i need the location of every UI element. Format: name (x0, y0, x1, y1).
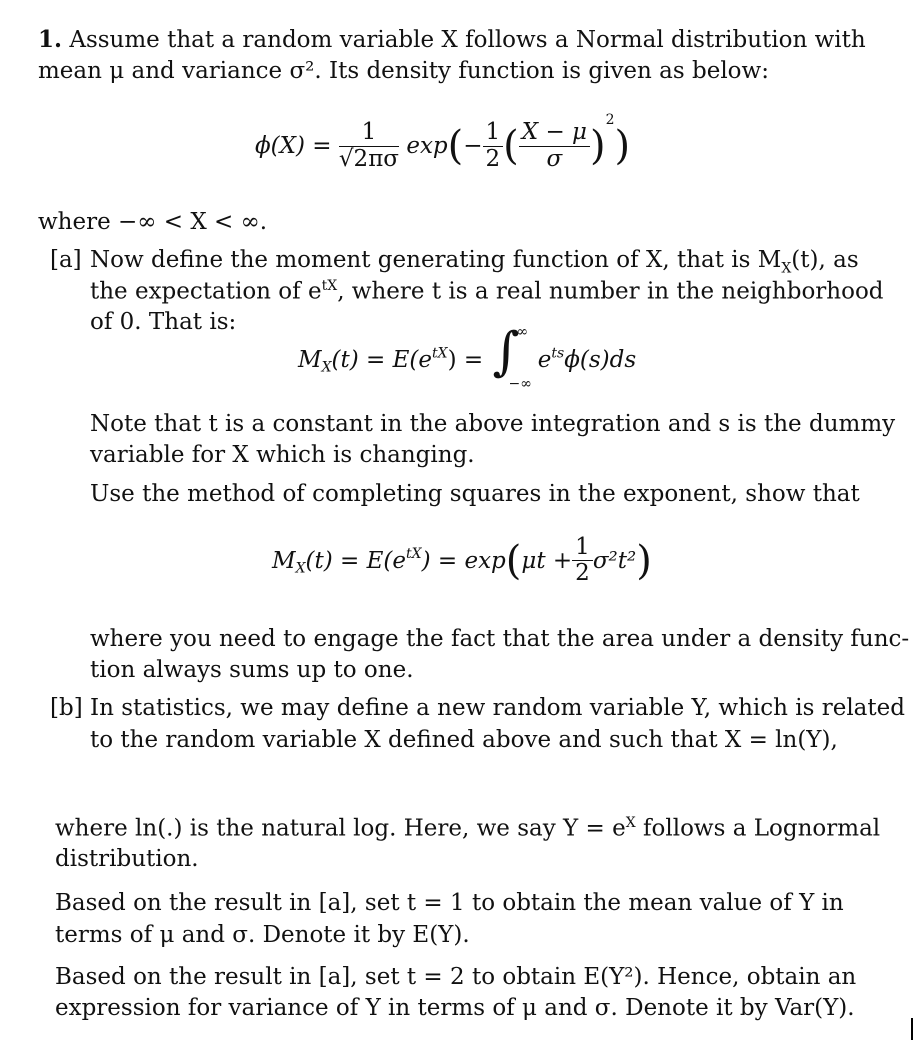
mean-line1: Based on the result in [a], set t = 1 to obtain the mean value of Y in (55, 890, 844, 916)
part-a-line1-tail: (t), as (791, 247, 859, 273)
eq2-sub: X (321, 359, 332, 376)
where-range: where −∞ < X < ∞. (38, 209, 268, 235)
intro-text-1: Assume that a random variable X follows a Normal distribution with (69, 27, 866, 53)
ln-line1 (55, 815, 880, 842)
text-cursor (911, 1018, 913, 1040)
eq2-lhs: M (298, 347, 322, 373)
part-a-line2-sup: tX (321, 278, 338, 294)
intro-text-2: mean μ and variance σ². Its density function is given as below: (38, 58, 769, 84)
eq2-close: ) = (447, 347, 484, 373)
eq1-num: 1 (339, 120, 399, 146)
integral-upper: ∞ (516, 324, 529, 340)
ln-line1-sup: X (625, 815, 636, 831)
eq1-fraction (339, 120, 399, 172)
part-b-label: [b] (50, 695, 83, 721)
part-b-line2: to the random variable X defined above and such that X = ln(Y), (90, 727, 838, 753)
eq3-lhs: M (272, 547, 296, 574)
eq3-sup: tX (406, 546, 422, 563)
eq1-half-num: 1 (483, 120, 504, 146)
note-line2: variable for X which is changing. (90, 442, 475, 468)
need-line2: tion always sums up to one. (90, 657, 414, 683)
eq3-mu: μt + (521, 547, 573, 574)
eq3-sub: X (295, 560, 306, 577)
eq1-inner-fraction (519, 120, 590, 172)
eq1-lhs: ϕ(X) = (255, 133, 332, 159)
part-b-line1: In statistics, we may define a new random variable Y, which is related (90, 695, 905, 721)
problem-intro-line1 (38, 26, 866, 53)
eq1-half (483, 120, 504, 172)
eq1-inner-den: σ (546, 145, 563, 172)
part-a-line1-sub: X (781, 260, 792, 277)
eq2-sup: tX (432, 345, 448, 362)
part-a-line2-tail: , where t is a real number in the neighborhood (337, 278, 884, 305)
eq3-half-den: 2 (575, 560, 590, 587)
integral-lower: −∞ (508, 376, 532, 392)
mgf-integral-equation (298, 322, 637, 400)
integrand-e: e (537, 347, 552, 373)
need-line1: where you need to engage the fact that the area under a density func- (90, 626, 910, 652)
eq1-power: 2 (605, 112, 615, 128)
eq1-minus: − (463, 133, 483, 159)
part-a-line2 (90, 278, 884, 305)
eq2-mid: (t) = E(e (331, 347, 432, 373)
eq1-half-den: 2 (485, 145, 501, 172)
integral-sign: ∫ ∞ −∞ (492, 322, 532, 392)
eq3-tail: σ²t² (592, 547, 637, 574)
mean-line2: terms of μ and σ. Denote it by E(Y). (55, 922, 470, 948)
eq3-half (572, 535, 593, 587)
eq1-inner-num: X − μ (519, 120, 590, 146)
ln-line1-tail: follows a Lognormal (635, 815, 881, 842)
mgf-result-equation: $M_X(t) = E(e^{tX}) = \exp(\mu t$ + $\frac{1}{2}$ σ²t²) (272, 534, 652, 587)
eq3-mid: (t) = E(e (305, 547, 406, 574)
integrand-rest: ϕ(s)ds (564, 347, 637, 373)
part-a-line2-text: the expectation of e (90, 278, 322, 305)
problem-number: 1. (38, 26, 63, 53)
part-a-line3: of 0. That is: (90, 309, 237, 335)
eq3-rest: ) = exp (421, 547, 506, 574)
note-line1: Note that t is a constant in the above integration and s is the dummy (90, 411, 896, 437)
eq1-exp: exp (406, 133, 448, 159)
ln-line1-text: where ln(.) is the natural log. Here, we say Y = e (55, 815, 626, 842)
part-a-line1 (90, 247, 859, 277)
var-line1: Based on the result in [a], set t = 2 to obtain E(Y²). Hence, obtain an (55, 964, 857, 990)
eq3-half-num: 1 (572, 535, 593, 561)
integrand-sup: ts (551, 345, 565, 362)
part-a-label: [a] (50, 247, 82, 273)
method-line: Use the method of completing squares in the exponent, show that (90, 481, 860, 507)
normal-density-equation: ϕ(X) = $\frac{1}{√2\pi\sigma}$ exp(− $\frac{1}{2}$ ( $\frac{X - \mu}{\sigma}$ )$^2$) (255, 112, 631, 172)
eq1-den: √2πσ (338, 145, 400, 172)
part-a-line1-text: Now define the moment generating function of X, that is M (90, 247, 782, 273)
ln-line2: distribution. (55, 846, 199, 872)
var-line2: expression for variance of Y in terms of μ and σ. Denote it by Var(Y). (55, 995, 855, 1021)
